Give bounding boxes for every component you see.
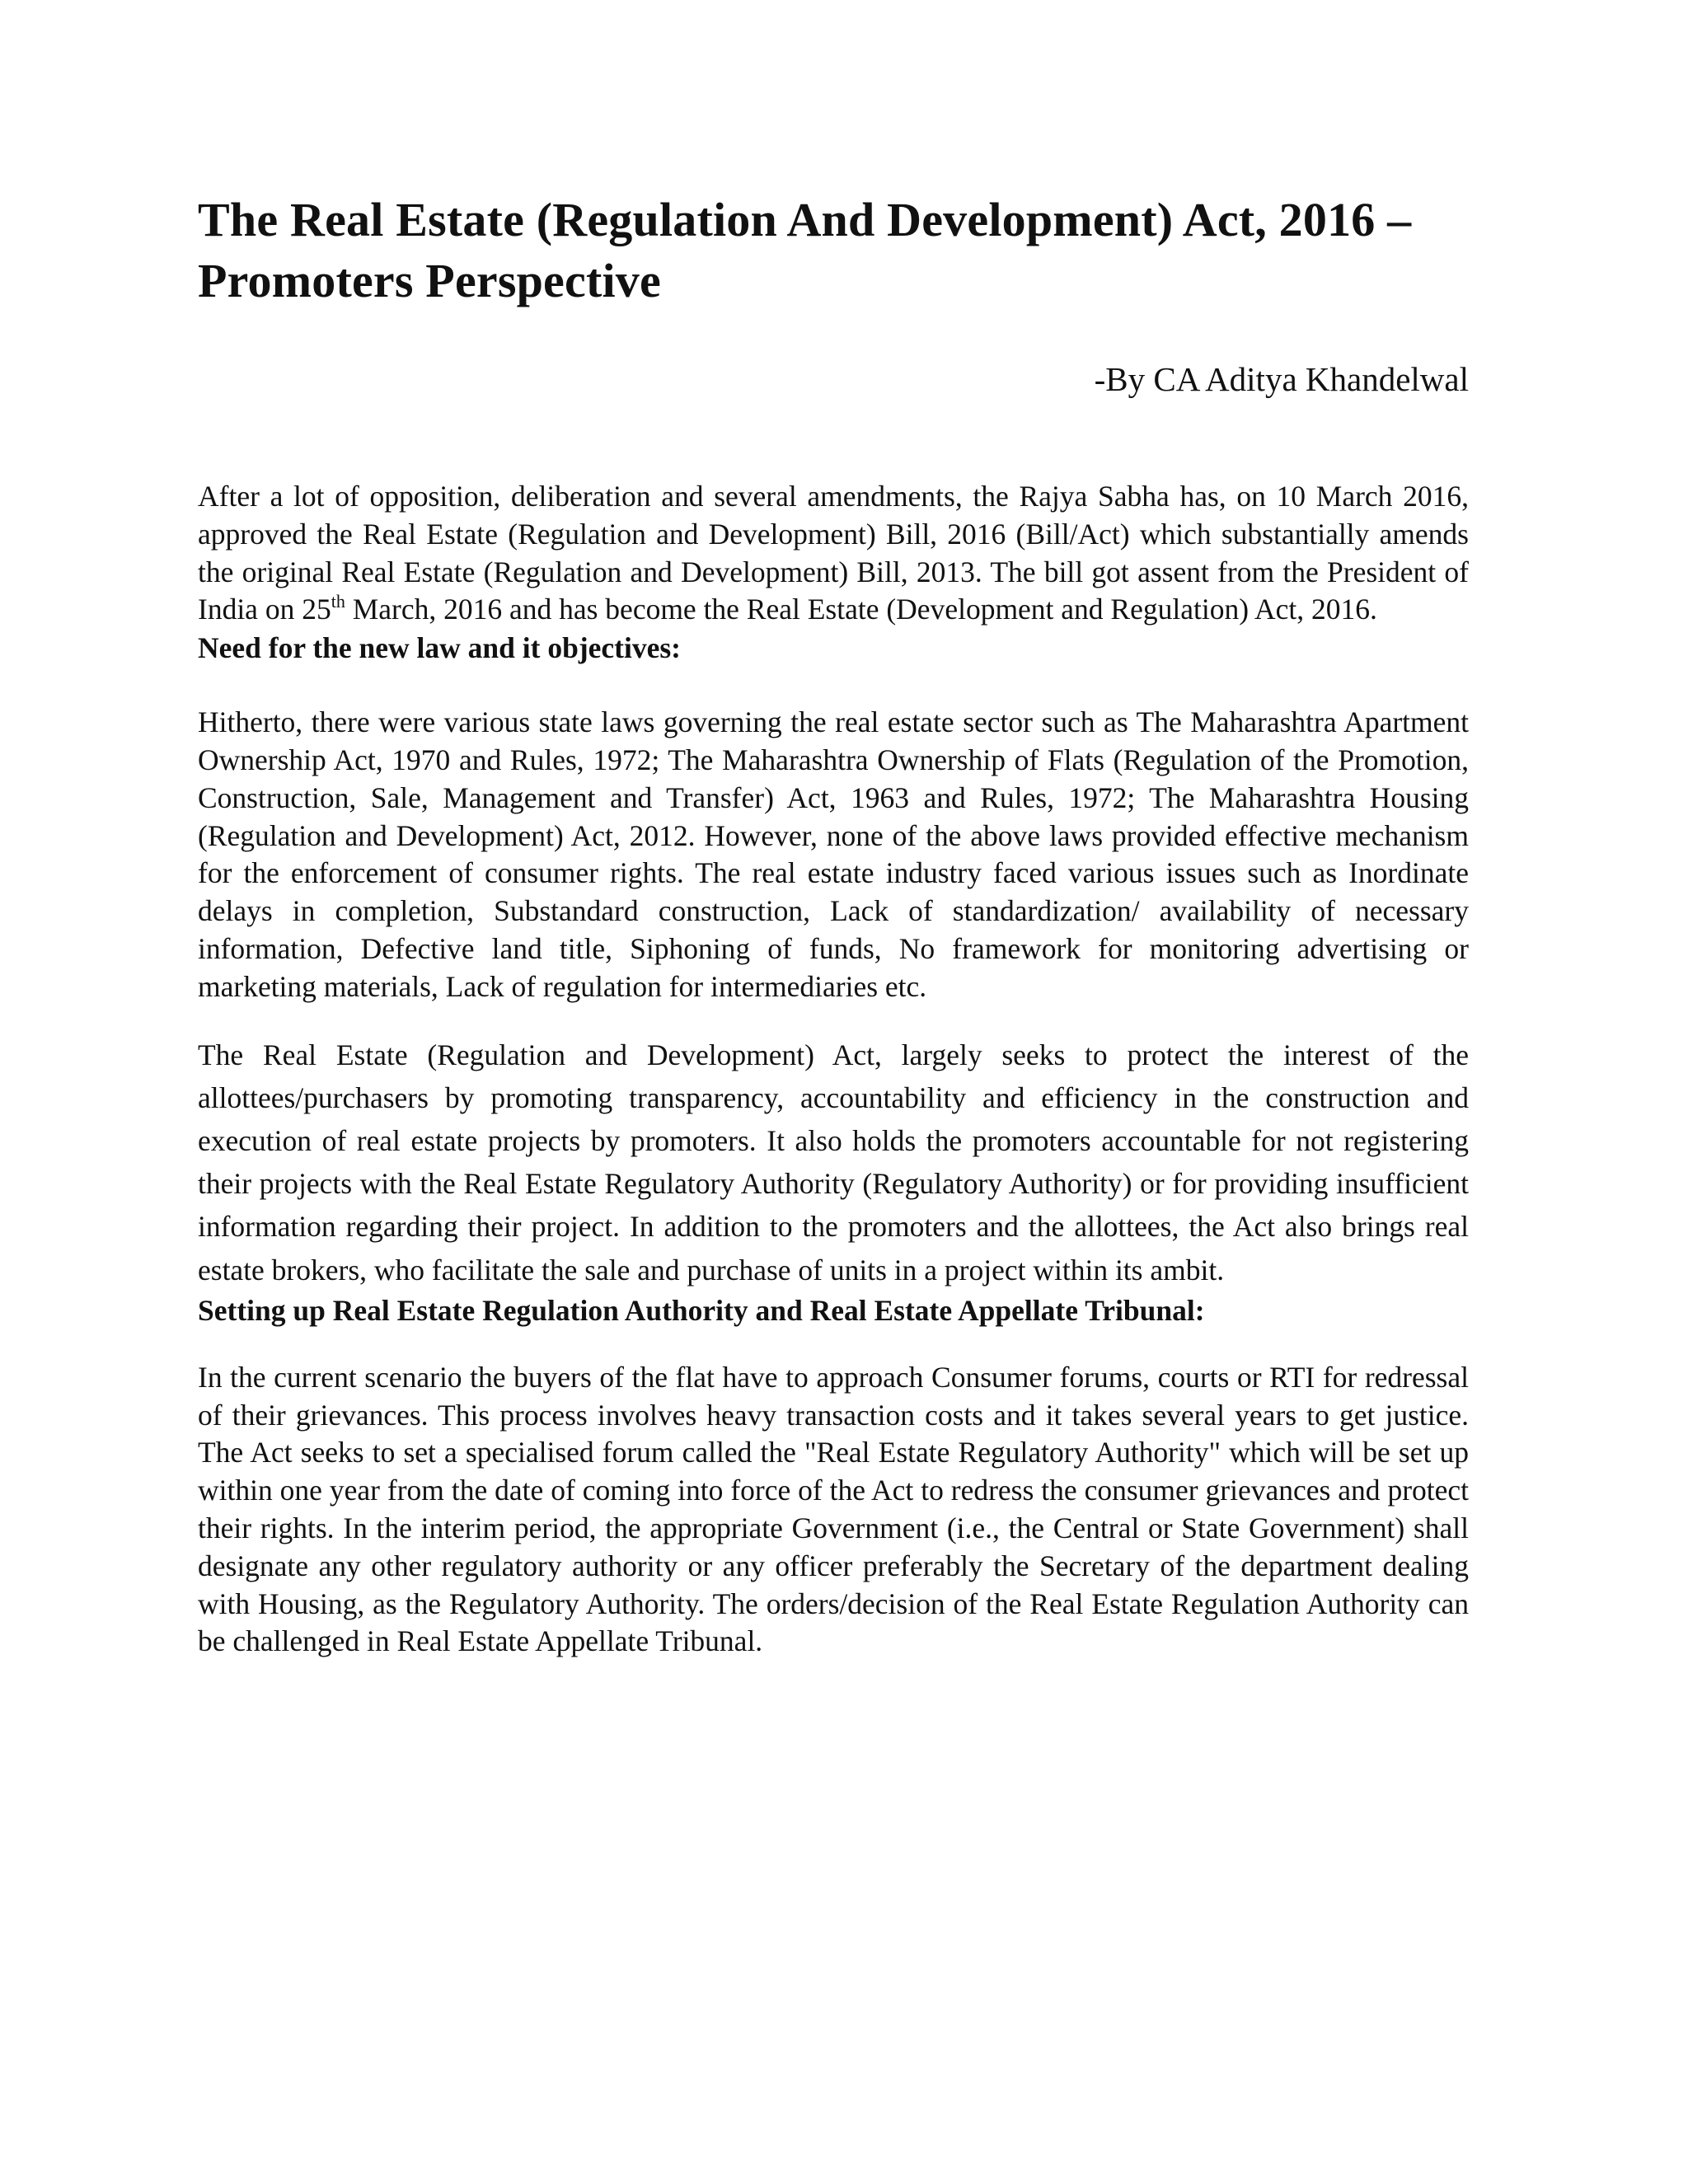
section-heading-need: Need for the new law and it objectives: xyxy=(198,631,681,665)
document-title: The Real Estate (Regulation And Development) Act, 2016 – Promoters Perspective xyxy=(198,193,1412,307)
section-heading-setup: Setting up Real Estate Regulation Authority and Real Estate Appellate Tribunal: xyxy=(198,1293,1205,1327)
setup-paragraph: In the current scenario the buyers of the flat have to approach Consumer forums, courts or RTI for redressal of their grievances. This process involves heavy transaction costs and it takes several years to get justice. The Act seeks to set a specialised forum called the "Real Estate Regulatory Authority" which will be set up within one year from the date of coming into force of the Act to redress the consumer grievances and protect their rights. In the interim period, the appropriate Government (i.e., the Central or State Government) shall designate any other regulatory authority or any officer preferably the Secretary of the department dealing with Housing, as the Regulatory Authority. The orders/decision of the Real Estate Regulation Authority can be challenged in Real Estate Appellate Tribunal. xyxy=(198,1360,1469,1658)
act-objective-paragraph: The Real Estate (Regulation and Development) Act, largely seeks to protect the interest of the allottees/purchasers by promoting transparency, accountability and efficiency in the construction and execution of real estate projects by promoters. It also holds the promoters accountable for not registering their projects with the Real Estate Regulatory Authority (Regulatory Authority) or for providing insufficient information regarding their project. In addition to the promoters and the allottees, the Act also brings real estate brokers, who facilitate the sale and purchase of units in a project within its ambit. xyxy=(198,1038,1469,1286)
intro-paragraph xyxy=(198,478,1469,629)
author-byline: -By CA Aditya Khandelwal xyxy=(1094,360,1469,398)
intro-text-part1: After a lot of opposition, deliberation and several amendments, the Rajya Sabha has, on 10 March 2016, approved the Real Estate (Regulation and Development) Bill, 2016 (Bill/Act) which substantially amends the original Real Estate (Regulation and Development) Bill, 2013. The bill got assent from the President of India on 25 xyxy=(198,480,1469,626)
document-page xyxy=(198,190,1469,1661)
need-paragraph: Hitherto, there were various state laws governing the real estate sector such as The Maharashtra Apartment Ownership Act, 1970 and Rules, 1972; The Maharashtra Ownership of Flats (Regulation of the Promotion, Construction, Sale, Management and Transfer) Act, 1963 and Rules, 1972; The Maharashtra Housing (Regulation and Development) Act, 2012. However, none of the above laws provided effective mechanism for the enforcement of consumer rights. The real estate industry faced various issues such as Inordinate delays in completion, Substandard construction, Lack of standardization/ availability of necessary information, Defective land title, Siphoning of funds, No framework for monitoring advertising or marketing materials, Lack of regulation for intermediaries etc. xyxy=(198,705,1469,1003)
ordinal-suffix: th xyxy=(331,591,345,612)
intro-text-part2: March, 2016 and has become the Real Estate (Development and Regulation) Act, 2016. xyxy=(345,593,1377,626)
